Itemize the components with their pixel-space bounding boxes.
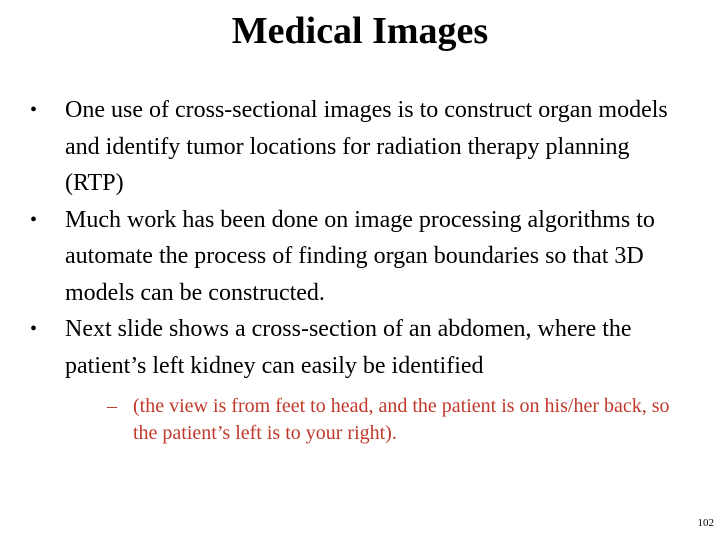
bullet-text: One use of cross-sectional images is to construct organ models and identify tumor locations for radiation therapy planning (RTP) xyxy=(65,97,668,196)
bullet-text: Next slide shows a cross-section of an abdomen, where the patient’s left kidney can easily be identified xyxy=(65,316,632,379)
sub-bullet-list xyxy=(65,393,690,447)
bullet-item-1 xyxy=(30,92,690,202)
page-number: 102 xyxy=(697,517,714,529)
bullet-marker: • xyxy=(30,318,38,340)
bullet-marker: • xyxy=(30,99,38,121)
bullet-item-2 xyxy=(30,202,690,312)
bullet-item-3 xyxy=(30,311,690,447)
bullet-marker: • xyxy=(30,208,38,231)
sub-bullet-item xyxy=(65,393,690,447)
bullet-text: Much work has been done on image processing algorithms to automate the process of finding organ boundaries so that 3D models can be constructed. xyxy=(65,206,655,306)
sub-bullet-marker: – xyxy=(107,395,117,417)
bullet-list xyxy=(30,92,690,447)
sub-bullet-text: (the view is from feet to head, and the patient is on his/her back, so the patient’s left is to your right). xyxy=(133,395,670,444)
slide-title: Medical Images xyxy=(231,10,489,52)
